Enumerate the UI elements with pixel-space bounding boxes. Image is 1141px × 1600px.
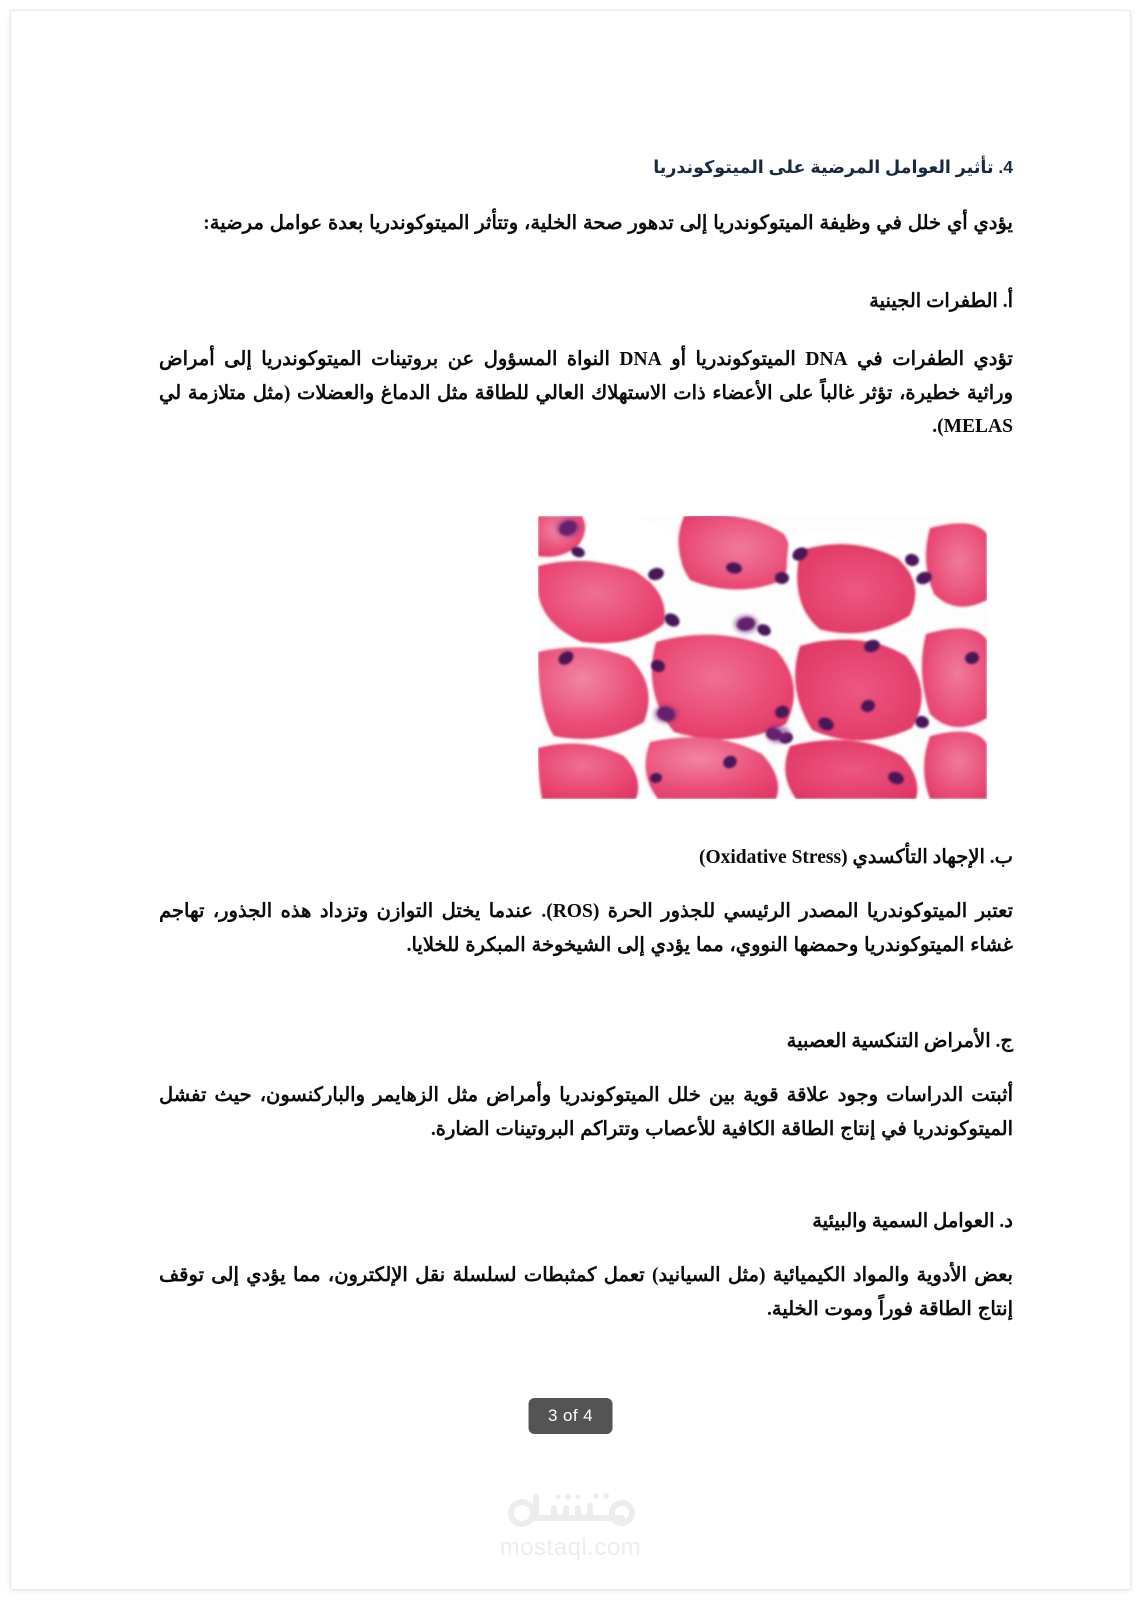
mostaql-logo-icon xyxy=(496,1488,646,1532)
figure-muscle-histology xyxy=(538,516,987,799)
subsection-label-genetic-mutations: أ. الطفرات الجينية xyxy=(869,291,1013,312)
subsection-paragraph-toxic-environmental-factors: بعض الأدوية والمواد الكيميائية (مثل السيانيد) تعمل كمثبطات لسلسلة نقل الإلكترون، مما يؤدي إلى توقف إنتاج الطاقة فوراً وموت الخلية. xyxy=(159,1265,1013,1320)
subsection-paragraph-oxidative-stress: تعتبر الميتوكوندريا المصدر الرئيسي للجذور الحرة (ROS). عندما يختل التوازن وتزداد هذه الجذور، تهاجم غشاء الميتوكوندريا وحمضها النووي، مما يؤدي إلى الشيخوخة المبكرة للخلايا. xyxy=(159,901,1013,956)
subsection-label-toxic-environmental-factors: د. العوامل السمية والبيئية xyxy=(812,1211,1013,1232)
muscle-histology-image xyxy=(538,516,987,799)
intro-paragraph: يؤدي أي خلل في وظيفة الميتوكوندريا إلى تدهور صحة الخلية، وتتأثر الميتوكوندريا بعدة عوامل مرضية: xyxy=(203,213,1013,234)
page-content xyxy=(11,11,1130,1589)
watermark xyxy=(441,1488,701,1562)
subsection-label-neurodegenerative-diseases: ج. الأمراض التنكسية العصبية xyxy=(786,1031,1013,1052)
watermark-url: mostaql.com xyxy=(499,1534,642,1561)
page-indicator-badge[interactable]: 3 of 4 xyxy=(528,1398,613,1434)
subsection-paragraph-genetic-mutations: تؤدي الطفرات في DNA الميتوكوندريا أو DNA النواة المسؤول عن بروتينات الميتوكوندريا إلى أمراض وراثية خطيرة، تؤثر غالباً على الأعضاء ذات الاستهلاك العالي للطاقة مثل الدماغ والعضلات (مثل متلازمة لي MELAS). xyxy=(159,349,1013,438)
document-page xyxy=(11,11,1130,1589)
subsection-paragraph-neurodegenerative-diseases: أثبتت الدراسات وجود علاقة قوية بين خلل الميتوكوندريا وأمراض مثل الزهايمر والباركنسون، حيث تفشل الميتوكوندريا في إنتاج الطاقة الكافية للأعصاب وتتراكم البروتينات الضارة. xyxy=(159,1085,1013,1140)
section-heading-4: 4. تأثير العوامل المرضية على الميتوكوندريا xyxy=(653,157,1013,177)
subsection-label-oxidative-stress: ب. الإجهاد التأكسدي (Oxidative Stress) xyxy=(698,847,1013,868)
